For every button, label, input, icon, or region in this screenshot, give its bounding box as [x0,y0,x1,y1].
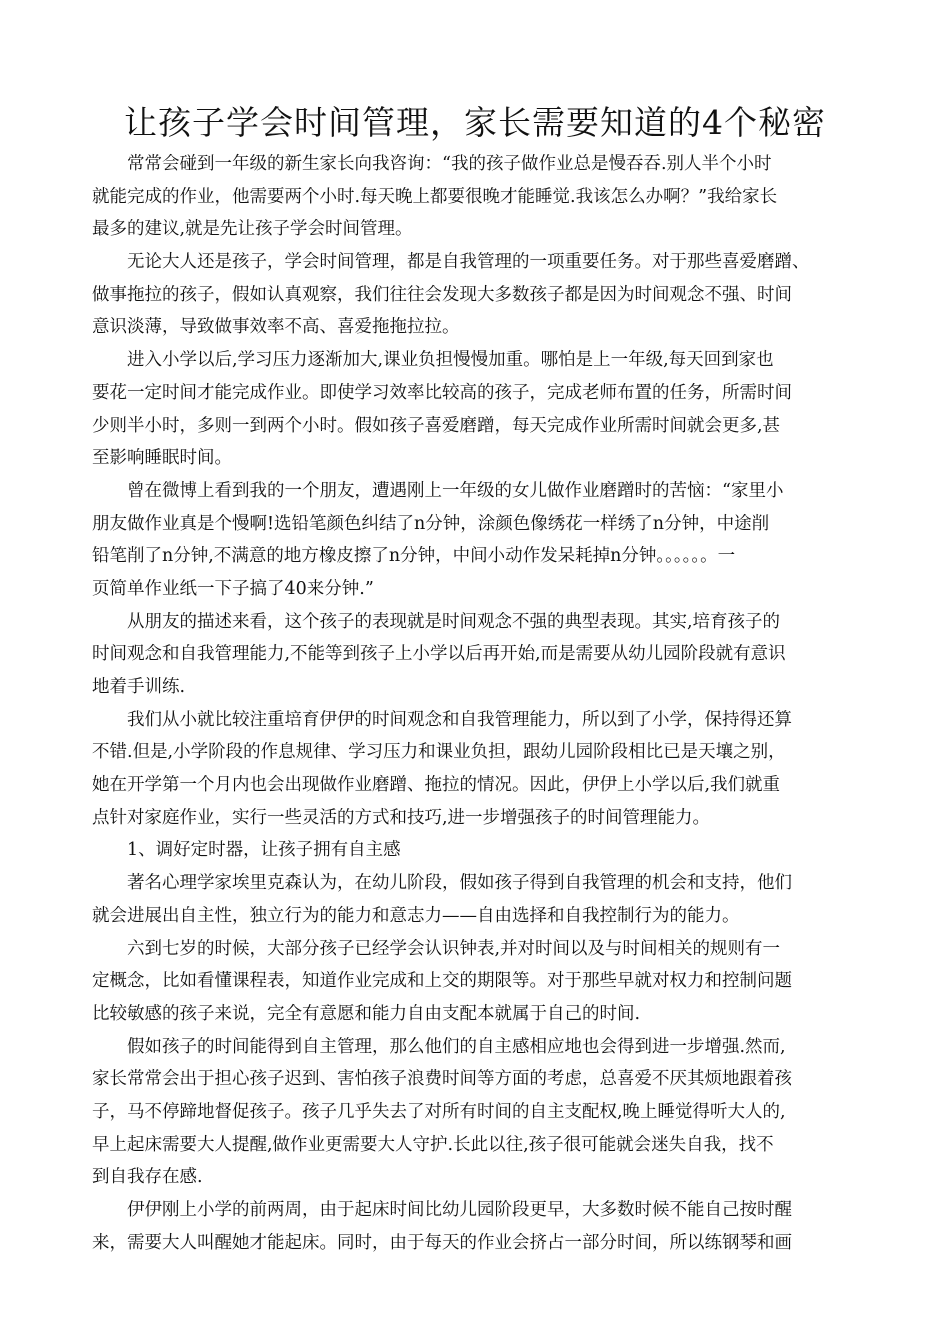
text-line: 她在开学第一个月内也会出现做作业磨蹭、拖拉的情况。因此，伊伊上小学以后,我们就重 [92,775,781,796]
paragraph [92,933,872,1031]
text-line: 要花一定时间才能完成作业。即使学习效率比较高的孩子，完成老师布置的任务，所需时间 [92,382,792,403]
paragraph [92,1194,872,1259]
text-line: 定概念，比如看懂课程表，知道作业完成和上交的期限等。对于那些早就对权力和控制问题 [92,971,792,992]
text-line: 无论大人还是孩子，学会时间管理，都是自我管理的一项重要任务。对于那些喜爱磨蹭、 [127,252,810,273]
text-line: 时间观念和自我管理能力,不能等到孩子上小学以后再开始,而是需要从幼儿园阶段就有意识 [92,644,786,665]
text-line: 家长常常会出于担心孩子迟到、害怕孩子浪费时间等方面的考虑，总喜爱不厌其烦地跟着孩 [92,1069,792,1090]
text-line: 意识淡薄，导致做事效率不高、喜爱拖拖拉拉。 [92,317,460,338]
text-line: 朋友做作业真是个慢啊!选铅笔颜色纠结了n分钟，涂颜色像绣花一样绣了n分钟，中途削 [92,513,770,534]
text-line: 少则半小时，多则一到两个小时。假如孩子喜爱磨蹭，每天完成作业所需时间就会更多,甚 [92,415,781,436]
document-title: 让孩子学会时间管理，家长需要知道的4个秘密 [124,103,826,142]
text-line: 早上起床需要大人提醒,做作业更需要大人守护.长此以往,孩子很可能就会迷失自我，找不 [92,1134,774,1155]
paragraph [92,1031,872,1194]
text-line: 就能完成的作业，他需要两个小时.每天晚上都要很晚才能睡觉.我该怎么办啊？”我给家长 [92,186,778,207]
text-line: 比较敏感的孩子来说，完全有意愿和能力自由支配本就属于自己的时间. [92,1003,641,1024]
paragraph [92,246,872,344]
paragraph [92,606,872,704]
paragraph [92,834,872,867]
paragraph [92,475,872,606]
paragraph [92,148,872,246]
text-line: 来，需要大人叫醒她才能起床。同时，由于每天的作业会挤占一部分时间，所以练钢琴和画 [92,1232,792,1253]
paragraph [92,344,872,475]
text-line: 不错.但是,小学阶段的作息规律、学习压力和课业负担，跟幼儿园阶段相比已是天壤之别， [92,742,786,763]
text-line: 假如孩子的时间能得到自主管理，那么他们的自主感相应地也会得到进一步增强.然而, [127,1036,786,1057]
paragraph [92,867,872,932]
text-line: 地着手训练. [92,677,186,697]
paragraph [92,704,872,835]
text-line: 就会进展出自主性，独立行为的能力和意志力——自由选择和自我控制行为的能力。 [92,905,740,926]
text-line: 点针对家庭作业，实行一些灵活的方式和技巧,进一步增强孩子的时间管理能力。 [92,807,711,828]
text-line: 曾在微博上看到我的一个朋友，遭遇刚上一年级的女儿做作业磨蹭时的苦恼：“家里小 [127,480,784,501]
text-line: 到自我存在感. [92,1167,203,1188]
text-line: 最多的建议,就是先让孩子学会时间管理。 [92,219,413,240]
text-line: 铅笔削了n分钟,不满意的地方橡皮擦了n分钟，中间小动作发呆耗掉n分钟。。。。。。一 [92,546,736,567]
text-line: 六到七岁的时候，大部分孩子已经学会认识钟表,并对时间以及与时间相关的规则有一 [127,938,781,959]
text-line: 做事拖拉的孩子，假如认真观察，我们往往会发现大多数孩子都是因为时间观念不强、时间 [92,284,792,305]
text-line: 子，马不停蹄地督促孩子。孩子几乎失去了对所有时间的自主支配权,晚上睡觉得听大人的, [92,1101,786,1122]
text-line: 至影响睡眠时间。 [92,448,232,469]
text-line: 从朋友的描述来看，这个孩子的表现就是时间观念不强的典型表现。其实,培育孩子的 [127,611,781,632]
text-line: 页简单作业纸一下子搞了40来分钟.” [92,578,374,599]
text-line: 常常会碰到一年级的新生家长向我咨询：“我的孩子做作业总是慢吞吞.别人半个小时 [127,154,772,174]
document-body [92,148,872,1259]
text-line: 进入小学以后,学习压力逐渐加大,课业负担慢慢加重。哪怕是上一年级,每天回到家也 [127,350,774,371]
text-line: 1、调好定时器，让孩子拥有自主感 [127,840,401,861]
text-line: 著名心理学家埃里克森认为，在幼儿阶段，假如孩子得到自我管理的机会和支持，他们 [127,873,792,894]
text-line: 伊伊刚上小学的前两周，由于起床时间比幼儿园阶段更早，大多数时候不能自己按时醒 [127,1200,792,1220]
text-line: 我们从小就比较注重培育伊伊的时间观念和自我管理能力，所以到了小学，保持得还算 [127,709,792,730]
